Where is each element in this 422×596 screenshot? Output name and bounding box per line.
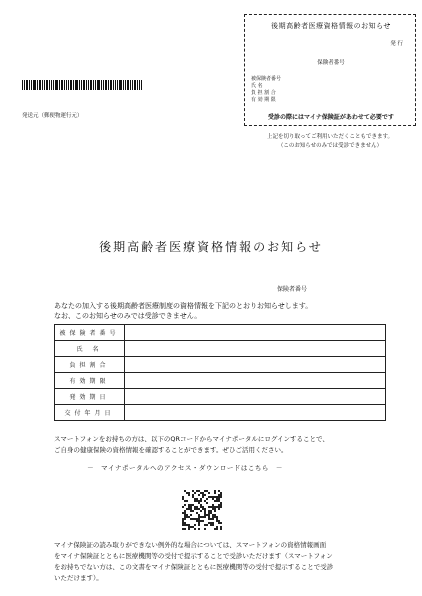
qr-module [194,528,196,530]
qr-module [204,508,206,510]
mynaportal-access-heading: － マイナポータルへのアクセス・ダウンロードはこちら － [87,464,283,472]
qr-module [220,504,222,506]
qr-module [188,494,190,496]
barcode-bar [105,80,107,90]
qr-module [192,518,194,520]
qr-module [192,490,194,492]
barcode-bar [110,80,112,90]
row-label: 有効期限 [55,373,125,389]
qr-module [216,518,218,520]
qr-module [202,492,204,494]
bottom-line: いただけます）。 [54,574,103,582]
barcode-bar [53,80,54,90]
barcode-bar [46,80,48,90]
card-notice: 受診の際にはマイナ保険証があわせて必要です [268,114,394,121]
qr-module [200,510,202,512]
row-label: 氏 名 [55,341,125,357]
qr-module [196,500,198,502]
qr-module [204,490,206,492]
bottom-line: をお持ちでない方は、この文書をマイナ保険証とともに医療機関等の受付で提示することで受診 [54,563,334,571]
row-value [125,341,386,357]
qr-module [210,510,212,512]
qr-module [186,492,188,494]
card-fields [251,76,281,104]
qr-module [206,502,208,504]
qr-code[interactable] [182,490,222,530]
barcode-bar [39,80,41,90]
qr-module [198,514,200,516]
cut-note [244,133,416,151]
qr-module [216,506,218,508]
barcode-bar [55,80,58,90]
page-title: 後期高齢者医療資格情報のお知らせ [99,240,323,254]
qr-module [190,510,192,512]
row-label: 負担割合 [55,357,125,373]
qr-module [194,500,196,502]
row-label: 発効期日 [55,389,125,405]
barcode-bar [64,80,65,90]
qr-module [196,506,198,508]
qr-module [214,510,216,512]
customer-barcode [22,80,160,90]
qr-module [208,512,210,514]
qr-module [212,516,214,518]
qr-module [200,506,202,508]
barcode-bar [49,80,50,90]
barcode-bar [66,80,67,90]
sender-label: 発送元（郵便物運行元） [22,113,83,119]
qr-module [200,520,202,522]
qr-module [196,518,198,520]
qr-module [198,522,200,524]
table-row [55,357,386,373]
qr-module [202,516,204,518]
row-value [125,405,386,421]
qr-module [182,518,184,520]
qr-module [220,506,222,508]
qr-module [198,508,200,510]
barcode-bar [130,80,131,90]
table-row [55,341,386,357]
qr-module [216,496,218,498]
qr-module [210,496,212,498]
qr-module [184,514,186,516]
barcode-bar [139,80,140,90]
barcode-bar [88,80,89,90]
qr-module [212,514,214,516]
intro-text [54,301,394,321]
card-issuer: 発 行 [390,41,403,47]
qr-module [186,508,188,510]
qr-module [192,510,194,512]
qr-module [220,528,222,530]
qr-module [206,524,208,526]
qr-module [194,498,196,500]
qr-module [216,520,218,522]
qr-module [194,518,196,520]
barcode-bar [115,80,116,90]
insurer-number-label: 保険者番号 [277,286,308,293]
qr-module [198,490,200,492]
barcode-bar [51,80,52,90]
qr-module [188,492,190,494]
qr-module [182,524,184,526]
qr-module [182,506,184,508]
qr-module [212,508,214,510]
barcode-bar [117,80,118,90]
row-label: 被保険者番号 [55,325,125,341]
card-field: 有 効 期 限 [251,97,276,103]
qr-module [190,514,192,516]
qr-module [204,524,206,526]
barcode-bar [123,80,124,90]
qr-module [198,524,200,526]
qr-module [218,490,220,492]
smartphone-line: スマートフォンをお持ちの方は、以下のQRコードからマイナポータルにログインすることで、 [54,435,329,443]
qr-module [196,520,198,522]
qr-module [214,508,216,510]
qr-module [218,506,220,508]
qr-module [212,504,214,506]
qr-module [188,526,190,528]
qr-module [198,494,200,496]
barcode-bar [68,80,69,90]
qr-module [198,500,200,502]
barcode-bar [44,80,45,90]
barcode-bar [101,80,102,90]
row-value [125,325,386,341]
qr-module [216,528,218,530]
qr-module [188,516,190,518]
qr-module [214,496,216,498]
qr-module [210,506,212,508]
qr-module [194,492,196,494]
qr-module [196,508,198,510]
qr-module [218,504,220,506]
barcode-bar [33,80,36,90]
barcode-bar [119,80,122,90]
qr-module [212,524,214,526]
qr-module [182,496,184,498]
intro-line: あなたの加入する後期高齢者医療制度の資格情報を下記のとおりお知らせします。 [54,302,313,310]
qr-module [202,506,204,508]
barcode-bar [113,80,114,90]
cut-note-line: （このお知らせのみでは受診できません） [277,143,383,149]
qr-module [190,506,192,508]
qr-module [182,520,184,522]
qr-module [184,490,186,492]
qr-module [216,526,218,528]
qr-module [198,516,200,518]
qr-module [186,524,188,526]
barcode-bar [37,80,38,90]
qr-module [190,508,192,510]
barcode-bar [26,80,28,90]
qr-module [216,516,218,518]
smartphone-text [54,434,399,456]
barcode-bar [70,80,72,90]
qr-module [214,528,216,530]
qr-module [200,500,202,502]
qr-module [210,512,212,514]
qr-module [202,496,204,498]
qr-module [214,516,216,518]
row-value [125,357,386,373]
qr-module [212,522,214,524]
qr-module [188,506,190,508]
qr-module [184,512,186,514]
row-value [125,389,386,405]
qr-module [214,492,216,494]
qr-module [214,506,216,508]
qr-module [218,494,220,496]
qr-module [212,518,214,520]
barcode-bar [103,80,104,90]
qr-module [184,504,186,506]
qr-module [208,514,210,516]
qr-module [208,516,210,518]
qr-module [218,520,220,522]
qr-module [196,490,198,492]
barcode-bar [79,80,80,90]
bottom-line: をマイナ保険証とともに医療機関等の受付で提示することで受診いただけます（スマートフォン [54,552,333,560]
qr-module [184,524,186,526]
qr-module [182,498,184,500]
qr-module [204,514,206,516]
bottom-line: マイナ保険証の読み取りができない例外的な場合については、スマートフォンの資格情報画面 [54,541,327,549]
smartphone-line: ご自身の健康保険の資格情報を確認することができます。ぜひご活用ください。 [54,446,288,454]
cut-note-line: 上記を切り取ってご利用いただくこともできます。 [266,134,394,140]
qr-module [184,500,186,502]
qr-module [220,496,222,498]
row-label: 交付年月日 [55,405,125,421]
qr-module [198,520,200,522]
row-value [125,373,386,389]
qr-module [188,528,190,530]
qr-module [190,518,192,520]
barcode-bar [59,80,60,90]
qr-module [204,494,206,496]
barcode-bar [90,80,92,90]
qr-module [210,522,212,524]
barcode-bar [22,80,23,90]
table-row [55,405,386,421]
qr-module [182,522,184,524]
qr-module [208,506,210,508]
qr-module [184,518,186,520]
qr-module [190,526,192,528]
cutout-card [244,14,416,126]
qr-module [212,496,214,498]
card-insurer-label: 保険者番号 [317,60,345,66]
barcode-bar [108,80,109,90]
qr-module [192,494,194,496]
qr-module [202,508,204,510]
qr-module [188,508,190,510]
qr-module [196,498,198,500]
barcode-bar [93,80,94,90]
qr-module [194,506,196,508]
qr-module [206,490,208,492]
barcode-bar [137,80,138,90]
barcode-bar [86,80,87,90]
qr-module [182,512,184,514]
qr-module [218,508,220,510]
bottom-text [54,540,399,584]
qr-module [200,492,202,494]
qr-module [200,504,202,506]
qr-module [186,514,188,516]
barcode-bar [134,80,136,90]
qr-module [220,522,222,524]
barcode-bar [97,80,100,90]
qr-module [204,512,206,514]
qr-module [216,500,218,502]
table-row [55,373,386,389]
qr-module [212,498,214,500]
qr-module [208,496,210,498]
barcode-bar [132,80,133,90]
barcode-bar [31,80,32,90]
qr-module [188,504,190,506]
barcode-bar [61,80,63,90]
qr-module [184,516,186,518]
qr-module [198,528,200,530]
qr-module [218,522,220,524]
qr-module [218,500,220,502]
qr-module [200,498,202,500]
barcode-bar [95,80,96,90]
qr-module [220,494,222,496]
qr-module [194,524,196,526]
barcode-bar [42,80,43,90]
qr-module [192,496,194,498]
barcode-bar [81,80,82,90]
qr-module [212,506,214,508]
qr-module [204,500,206,502]
barcode-bar [127,80,129,90]
qr-module [186,516,188,518]
barcode-bar [24,80,25,90]
qr-module [206,514,208,516]
table-row [55,389,386,405]
intro-line: なお、このお知らせのみでは受診できません。 [54,312,202,320]
qr-module [220,526,222,528]
qr-module [192,504,194,506]
barcode-bar [83,80,85,90]
qr-module [182,528,184,530]
qr-module [198,502,200,504]
qr-module [208,492,210,494]
qr-module [208,518,210,520]
qr-module [210,518,212,520]
qr-module [214,514,216,516]
eligibility-table [54,324,386,421]
qr-module [214,490,216,492]
qr-module [200,516,202,518]
card-field: 被保険者番号 [251,76,282,82]
qr-module [194,508,196,510]
card-title: 後期高齢者医療資格情報のお知らせ [271,22,391,30]
qr-module [210,524,212,526]
qr-module [218,496,220,498]
barcode-bar [29,80,30,90]
card-field: 氏 名 [251,83,263,89]
qr-module [208,522,210,524]
qr-module [202,520,204,522]
table-row [55,325,386,341]
qr-module [188,524,190,526]
qr-module [198,518,200,520]
qr-module [204,528,206,530]
qr-module [220,502,222,504]
qr-module [192,526,194,528]
qr-module [196,512,198,514]
qr-module [208,510,210,512]
qr-module [214,500,216,502]
qr-module [204,510,206,512]
qr-module [204,516,206,518]
qr-module [202,494,204,496]
barcode-bar [73,80,74,90]
qr-module [184,528,186,530]
qr-module [186,500,188,502]
barcode-bar [125,80,126,90]
barcode-bar [75,80,78,90]
qr-module [206,498,208,500]
qr-module [220,492,222,494]
qr-module [218,498,220,500]
qr-module [190,504,192,506]
card-field: 負 担 割 合 [251,90,276,96]
qr-module [184,510,186,512]
qr-module [184,522,186,524]
barcode-bar [141,80,142,90]
qr-module [216,498,218,500]
